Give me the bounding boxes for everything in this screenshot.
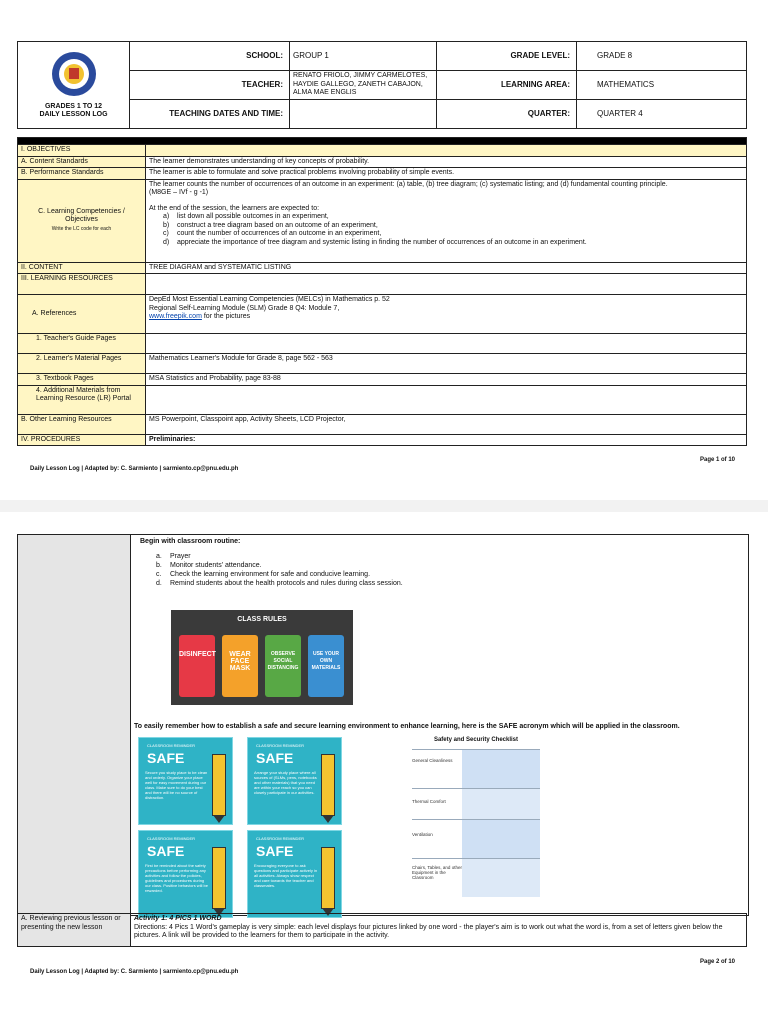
lesson-table [17,137,747,446]
safe-card-s: CLASSROOM REMINDER SAFE Secure you study place to be clean and orderly. Organize your place well for easy movement during our class. Make sure to do your best and there will be no source of distraction. [138,737,233,825]
rule-disinfect: DISINFECT [179,635,215,697]
checklist-title: Safety and Security Checklist [433,737,519,743]
procedures-box [17,534,749,916]
page-number-2: Page 2 of 10 [700,959,736,965]
reference-2: Regional Self-Learning Module (SLM) Grade 8 Q4: Module 7, [149,304,340,312]
class-rules-title: CLASS RULES [237,616,287,623]
pencil-icon [321,754,335,816]
rule-social-distancing: OBSERVE SOCIAL DISTANCING [265,635,301,697]
other-resources-label: B. Other Learning Resources [18,414,146,434]
competency-code: (M8GE – IVf - g -1) [149,189,209,196]
additional-materials-label: 4. Additional Materials from Learning Resource (LR) Portal [18,385,146,414]
performance-standards: The learner is able to formulate and solve practical problems involving probability of simple events. [146,168,747,180]
school-value: GROUP 1 [290,42,437,71]
textbook-label: 3. Textbook Pages [18,374,146,386]
objective-a: a) list down all possible outcomes in an experiment, [163,213,329,220]
safe-card-f: CLASSROOM REMINDER SAFE First be reminded about the safety precautions before performing any activities and follow the policies, guidelines and procedures during our class. Positive behaviors will be rewarded. [138,830,233,918]
pencil-icon [212,754,226,816]
content-value: TREE DIAGRAM and SYSTEMATIC LISTING [146,262,747,274]
class-rules-poster [171,610,353,705]
dll-label: DAILY LESSON LOG [39,111,108,119]
checklist-row-1: General Cleanliness [412,749,540,788]
routine-c: c. Check the learning environment for safe and conducive learning. [156,571,371,578]
checklist-row-4: Chairs, Tables, and other Equipment in the Classroom [412,858,540,897]
checklist-row-3: Ventilation [412,819,540,858]
textbook-value: MSA Statistics and Probability, page 83-88 [146,374,747,386]
dates-value [290,100,437,129]
page-number-1: Page 1 of 10 [700,457,736,463]
objective-d: d) appreciate the importance of tree diagram and systemic listing in finding the number of occurrences of an outcome in an experiment. [163,238,587,246]
reference-1: DepEd Most Essential Learning Competencies (MELCs) in Mathematics p. 52 [149,296,390,303]
learners-material-label: 2. Learner's Material Pages [18,354,146,374]
quarter-label: QUARTER: [437,100,577,129]
deped-seal-icon [51,51,97,97]
other-resources-value: MS Powerpoint, Classpoint app, Activity Sheets, LCD Projector, [146,414,747,434]
objective-b: b) construct a tree diagram based on an outcome of an experiment, [163,221,378,229]
competencies-content [146,179,747,262]
checklist-row-2: Thermal Comfort [412,788,540,819]
teacher-value: RENATO FRIOLO, JIMMY CARMELOTES, HAYDIE GALLEGO, ZANETH CABAJON, ALMA MAE ENGLIS [290,71,437,100]
routine-d: d. Remind students about the health protocols and rules during class session. [156,580,403,587]
performance-standards-label: B. Performance Standards [18,168,146,180]
quarter-value: QUARTER 4 [577,100,747,129]
safe-card-a: CLASSROOM REMINDER SAFE Arrange your study place where all sources of (SLMs, pens, notebooks and other materials) that you need are within your reach so you can closely participate in our activities. [247,737,342,825]
review-label: A. Reviewing previous lesson or presenting the new lesson [18,914,131,947]
learning-area-label: LEARNING AREA: [437,71,577,100]
content-standards-label: A. Content Standards [18,156,146,168]
dates-label: TEACHING DATES AND TIME: [130,100,290,129]
procedures-label: IV. PROCEDURES [18,434,146,446]
teachers-guide-label: 1. Teacher's Guide Pages [18,334,146,354]
logo-cell [18,42,130,129]
routine-a: a. Prayer [156,553,191,560]
safe-card-e: CLASSROOM REMINDER SAFE Encouraging everyone to ask questions and participate actively in all activities. Always show respect and care towards the teacher and classmates. [247,830,342,918]
left-column-shade [18,535,131,915]
freepik-link[interactable]: www.freepik.com [149,313,202,320]
page-2 [0,512,768,1024]
objective-c: c) count the number of occurrences of an outcome in an experiment, [163,230,382,237]
objectives-label: I. OBJECTIVES [18,145,146,157]
teacher-label: TEACHER: [130,71,290,100]
end-session-text: At the end of the session, the learners are expected to: [149,204,320,212]
safe-intro: To easily remember how to establish a safe and secure learning environment to enhance learning, here is the SAFE acronym which will be applied in the classroom. [134,723,680,730]
footer-text-2: Daily Lesson Log | Adapted by: C. Sarmiento | sarmiento.cp@pnu.edu.ph [30,969,239,975]
rule-own-materials: USE YOUR OWN MATERIALS [308,635,344,697]
grades-label: GRADES 1 TO 12 [44,103,103,111]
footer-text-1: Daily Lesson Log | Adapted by: C. Sarmiento | sarmiento.cp@pnu.edu.ph [30,466,239,472]
pencil-icon [212,847,226,909]
activity-directions: Directions: 4 Pics 1 Word's gameplay is very simple: each level displays four pictures linked by one word - the player's aim is to work out what the word is, from a set of letters given below the pictures. A link will be provided to the learners for them to participate in the activity. [134,923,723,939]
header-table [17,41,747,129]
grade-level-value: GRADE 8 [577,42,747,71]
learners-material-value: Mathematics Learner's Module for Grade 8, page 562 - 563 [146,354,747,374]
competency-text: The learner counts the number of occurrences of an outcome in an experiment: (a) table, (b) tree diagram; (c) systematic listing; and (d) fundamental counting principle. [149,180,668,188]
review-table [17,913,747,947]
review-content [131,914,747,947]
references-label: A. References [18,295,146,334]
learning-area-value: MATHEMATICS [577,71,747,100]
pencil-icon [321,847,335,909]
rule-face-mask: WEAR FACE MASK [222,635,258,697]
activity-title: Activity 1: 4 PICS 1 WORD [134,915,222,922]
routine-block [140,537,740,588]
references-content [146,295,747,334]
competencies-cell [18,179,146,262]
preliminaries: Preliminaries: [146,434,747,446]
page-1 [0,0,768,500]
routine-b: b. Monitor students' attendance. [156,562,262,569]
grade-level-label: GRADE LEVEL: [437,42,577,71]
reference-link-suffix: for the pictures [201,313,251,320]
routine-title: Begin with classroom routine: [140,538,241,545]
content-standards: The learner demonstrates understanding of key concepts of probability. [146,156,747,168]
resources-label: III. LEARNING RESOURCES [18,274,146,295]
content-label: II. CONTENT [18,262,146,274]
competencies-label: C. Learning Competencies / Objectives [38,207,125,224]
safety-checklist [412,737,540,917]
competencies-note: Write the LC code for each [51,225,112,232]
school-label: SCHOOL: [130,42,290,71]
